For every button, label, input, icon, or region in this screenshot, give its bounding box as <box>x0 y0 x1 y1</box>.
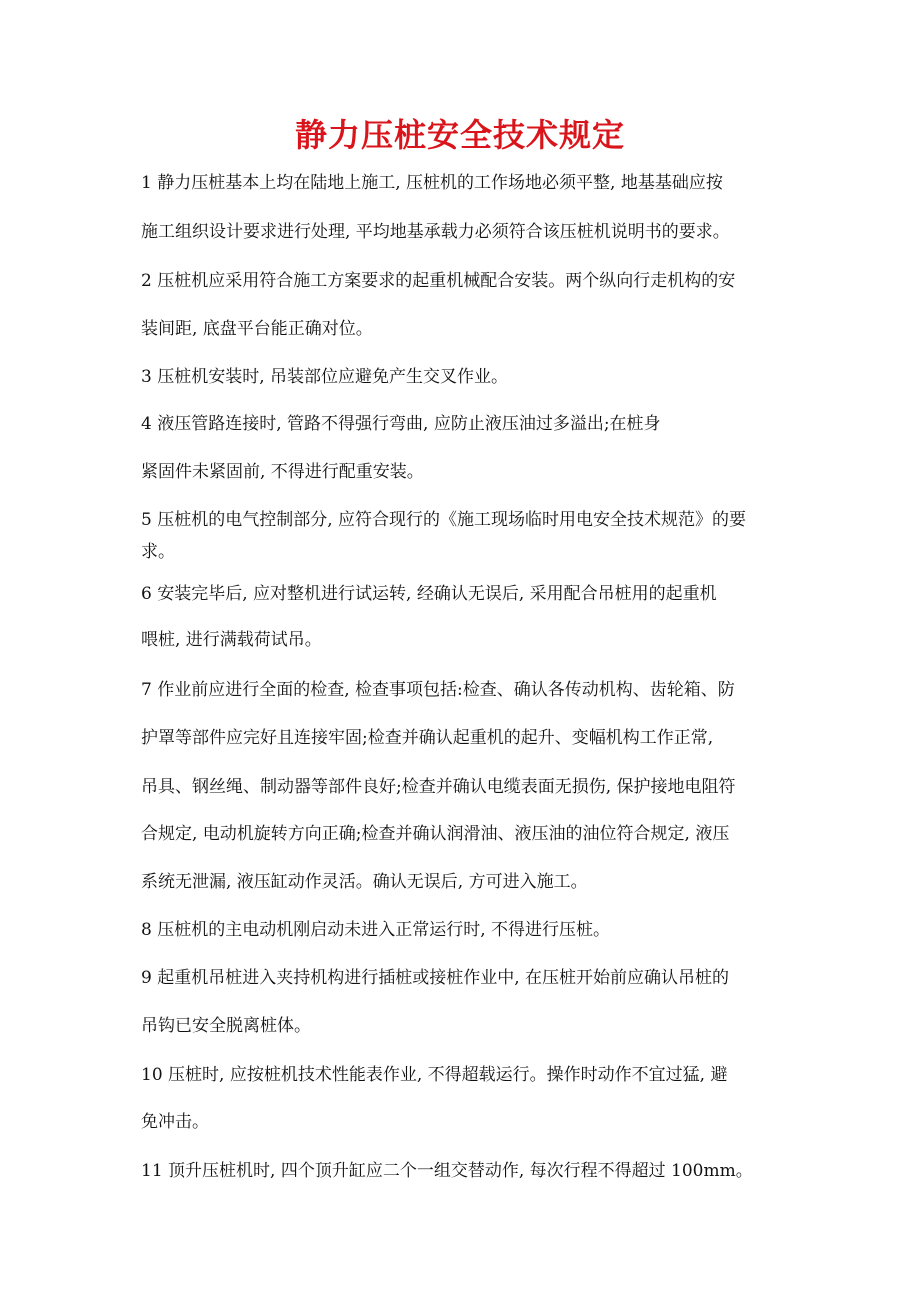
text-line: 11 顶升压桩机时, 四个顶升缸应二个一组交替动作, 每次行程不得超过 100mm。 <box>141 1161 753 1181</box>
text-line: 合规定, 电动机旋转方向正确;检查并确认润滑油、液压油的油位符合规定, 液压 <box>141 824 730 844</box>
text-line: 紧固件未紧固前, 不得进行配重安装。 <box>141 462 424 482</box>
text-line: 7 作业前应进行全面的检查, 检查事项包括:检查、确认各传动机构、齿轮箱、防 <box>141 680 735 700</box>
text-line: 系统无泄漏, 液压缸动作灵活。确认无误后, 方可进入施工。 <box>141 872 588 892</box>
text-line: 3 压桩机安装时, 吊装部位应避免产生交叉作业。 <box>141 367 509 387</box>
text-line: 4 液压管路连接时, 管路不得强行弯曲, 应防止液压油过多溢出;在桩身 <box>141 414 661 434</box>
text-line: 求。 <box>141 542 175 562</box>
text-line: 施工组织设计要求进行处理, 平均地基承载力必须符合该压桩机说明书的要求。 <box>141 222 730 242</box>
text-line: 8 压桩机的主电动机刚启动未进入正常运行时, 不得进行压桩。 <box>141 920 611 940</box>
text-line: 喂桩, 进行满载荷试吊。 <box>141 630 322 650</box>
text-line: 吊具、钢丝绳、制动器等部件良好;检查并确认电缆表面无损伤, 保护接地电阻符 <box>141 777 736 797</box>
text-line: 装间距, 底盘平台能正确对位。 <box>141 319 373 339</box>
text-line: 1 静力压桩基本上均在陆地上施工, 压桩机的工作场地必须平整, 地基基础应按 <box>141 173 723 193</box>
text-line: 6 安装完毕后, 应对整机进行试运转, 经确认无误后, 采用配合吊桩用的起重机 <box>141 584 717 604</box>
text-line: 10 压桩时, 应按桩机技术性能表作业, 不得超载运行。操作时动作不宜过猛, 避 <box>141 1065 728 1085</box>
text-line: 9 起重机吊桩进入夹持机构进行插桩或接桩作业中, 在压桩开始前应确认吊桩的 <box>141 968 730 988</box>
text-line: 2 压桩机应采用符合施工方案要求的起重机械配合安装。两个纵向行走机构的安 <box>141 271 736 291</box>
text-line: 5 压桩机的电气控制部分, 应符合现行的《施工现场临时用电安全技术规范》的要 <box>141 510 747 530</box>
document-title: 静力压桩安全技术规定 <box>294 116 625 154</box>
text-line: 护罩等部件应完好且连接牢固;检查并确认起重机的起升、变幅机构工作正常, <box>141 728 714 748</box>
text-line: 吊钩已安全脱离桩体。 <box>141 1016 311 1036</box>
text-line: 免冲击。 <box>141 1112 209 1132</box>
